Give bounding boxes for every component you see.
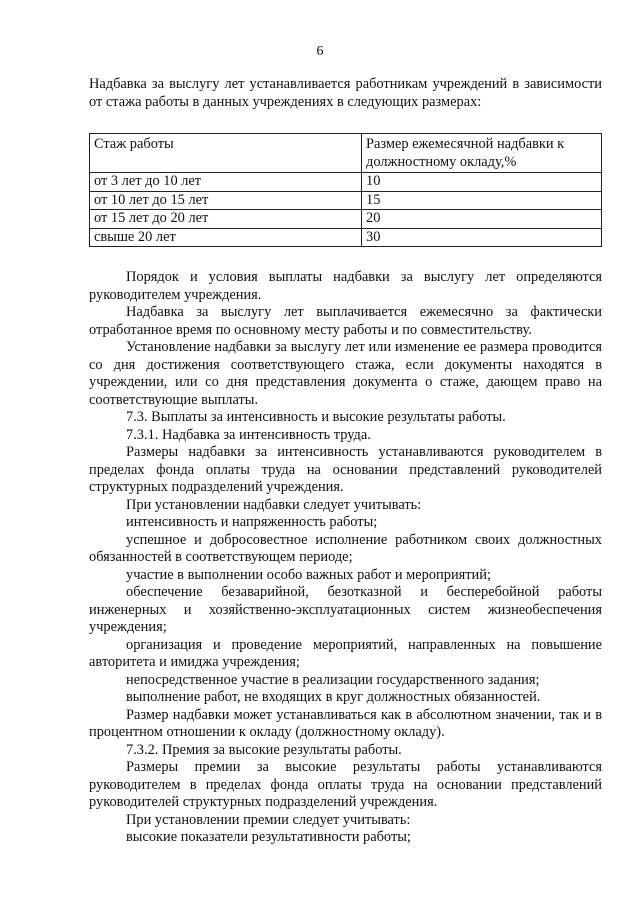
subsection-heading: 7.3.1. Надбавка за интенсивность труда.: [126, 426, 371, 443]
list-item: успешное и добросовестное исполнение работником своих должностных обязанностей в соответствующем периоде;: [89, 531, 602, 565]
body-paragraph: Установление надбавки за выслугу лет или изменение ее размера проводится со дня достижения соответствующего стажа, если документы находятся в учреждении, или со дня представления документа о стаже, дающем право на соответствующие выплаты.: [89, 339, 602, 408]
list-item: обеспечение безаварийной, безотказной и бесперебойной работы инженерных и хозяйственно-эксплуатационных систем жизнеобеспечения учреждения;: [89, 584, 602, 635]
body-paragraph: Размеры надбавки за интенсивность устанавливаются руководителем в пределах фонда оплаты труда на основании представлений руководителей структурных подразделений учреждения.: [89, 444, 602, 495]
list-item: непосредственное участие в реализации государственного задания;: [126, 671, 540, 688]
list-item: участие в выполнении особо важных работ и мероприятий;: [126, 566, 491, 583]
table-header-row: [90, 134, 602, 173]
body-paragraph: Размеры премии за высокие результаты работы устанавливаются руководителем в пределах фонда оплаты труда на основании представлений руководителей структурных подразделений учреждения.: [89, 759, 602, 810]
body-paragraph: Порядок и условия выплаты надбавки за выслугу лет определяются руководителем учреждения.: [89, 269, 602, 303]
table-cell-experience: от 15 лет до 20 лет: [90, 210, 362, 229]
table-header-cell: Размер ежемесячной надбавки к должностному окладу,%: [362, 134, 602, 173]
table-cell-experience: от 10 лет до 15 лет: [90, 191, 362, 210]
list-item: выполнение работ, не входящих в круг должностных обязанностей.: [126, 689, 541, 705]
table-row: [90, 210, 602, 229]
table-cell-percent: 20: [362, 210, 602, 229]
intro-paragraph: Надбавка за выслугу лет устанавливается работникам учреждений в зависимости от стажа работы в данных учреждениях в следующих размерах:: [89, 76, 602, 110]
table-cell-experience: от 3 лет до 10 лет: [90, 173, 362, 192]
table-cell-experience: свыше 20 лет: [90, 228, 362, 247]
body-paragraph: При установлении премии следует учитывать:: [126, 811, 411, 828]
list-item: интенсивность и напряженность работы;: [126, 514, 378, 530]
spacer: [89, 247, 602, 269]
document-body: [89, 76, 602, 847]
table-header-cell: Стаж работы: [90, 134, 362, 173]
table-cell-percent: 15: [362, 191, 602, 210]
page-number: 6: [316, 44, 324, 59]
list-item: высокие показатели результативности работы;: [126, 829, 411, 845]
seniority-bonus-table: [89, 133, 602, 247]
subsection-heading: 7.3.2. Премия за высокие результаты работы.: [126, 741, 402, 758]
table-row: [90, 228, 602, 247]
body-paragraph: Надбавка за выслугу лет выплачивается ежемесячно за фактически отработанное время по основному месту работы и по совместительству.: [89, 304, 602, 338]
table-cell-percent: 30: [362, 228, 602, 247]
table-row: [90, 191, 602, 210]
section-heading: 7.3. Выплаты за интенсивность и высокие результаты работы.: [126, 409, 506, 425]
body-paragraph: При установлении надбавки следует учитывать:: [126, 496, 422, 513]
table-cell-percent: 10: [362, 173, 602, 192]
table-row: [90, 173, 602, 192]
body-paragraph: Размер надбавки может устанавливаться как в абсолютном значении, так и в процентном отношении к окладу (должностному окладу).: [89, 706, 602, 740]
list-item: организация и проведение мероприятий, направленных на повышение авторитета и имиджа учреждения;: [89, 636, 602, 670]
